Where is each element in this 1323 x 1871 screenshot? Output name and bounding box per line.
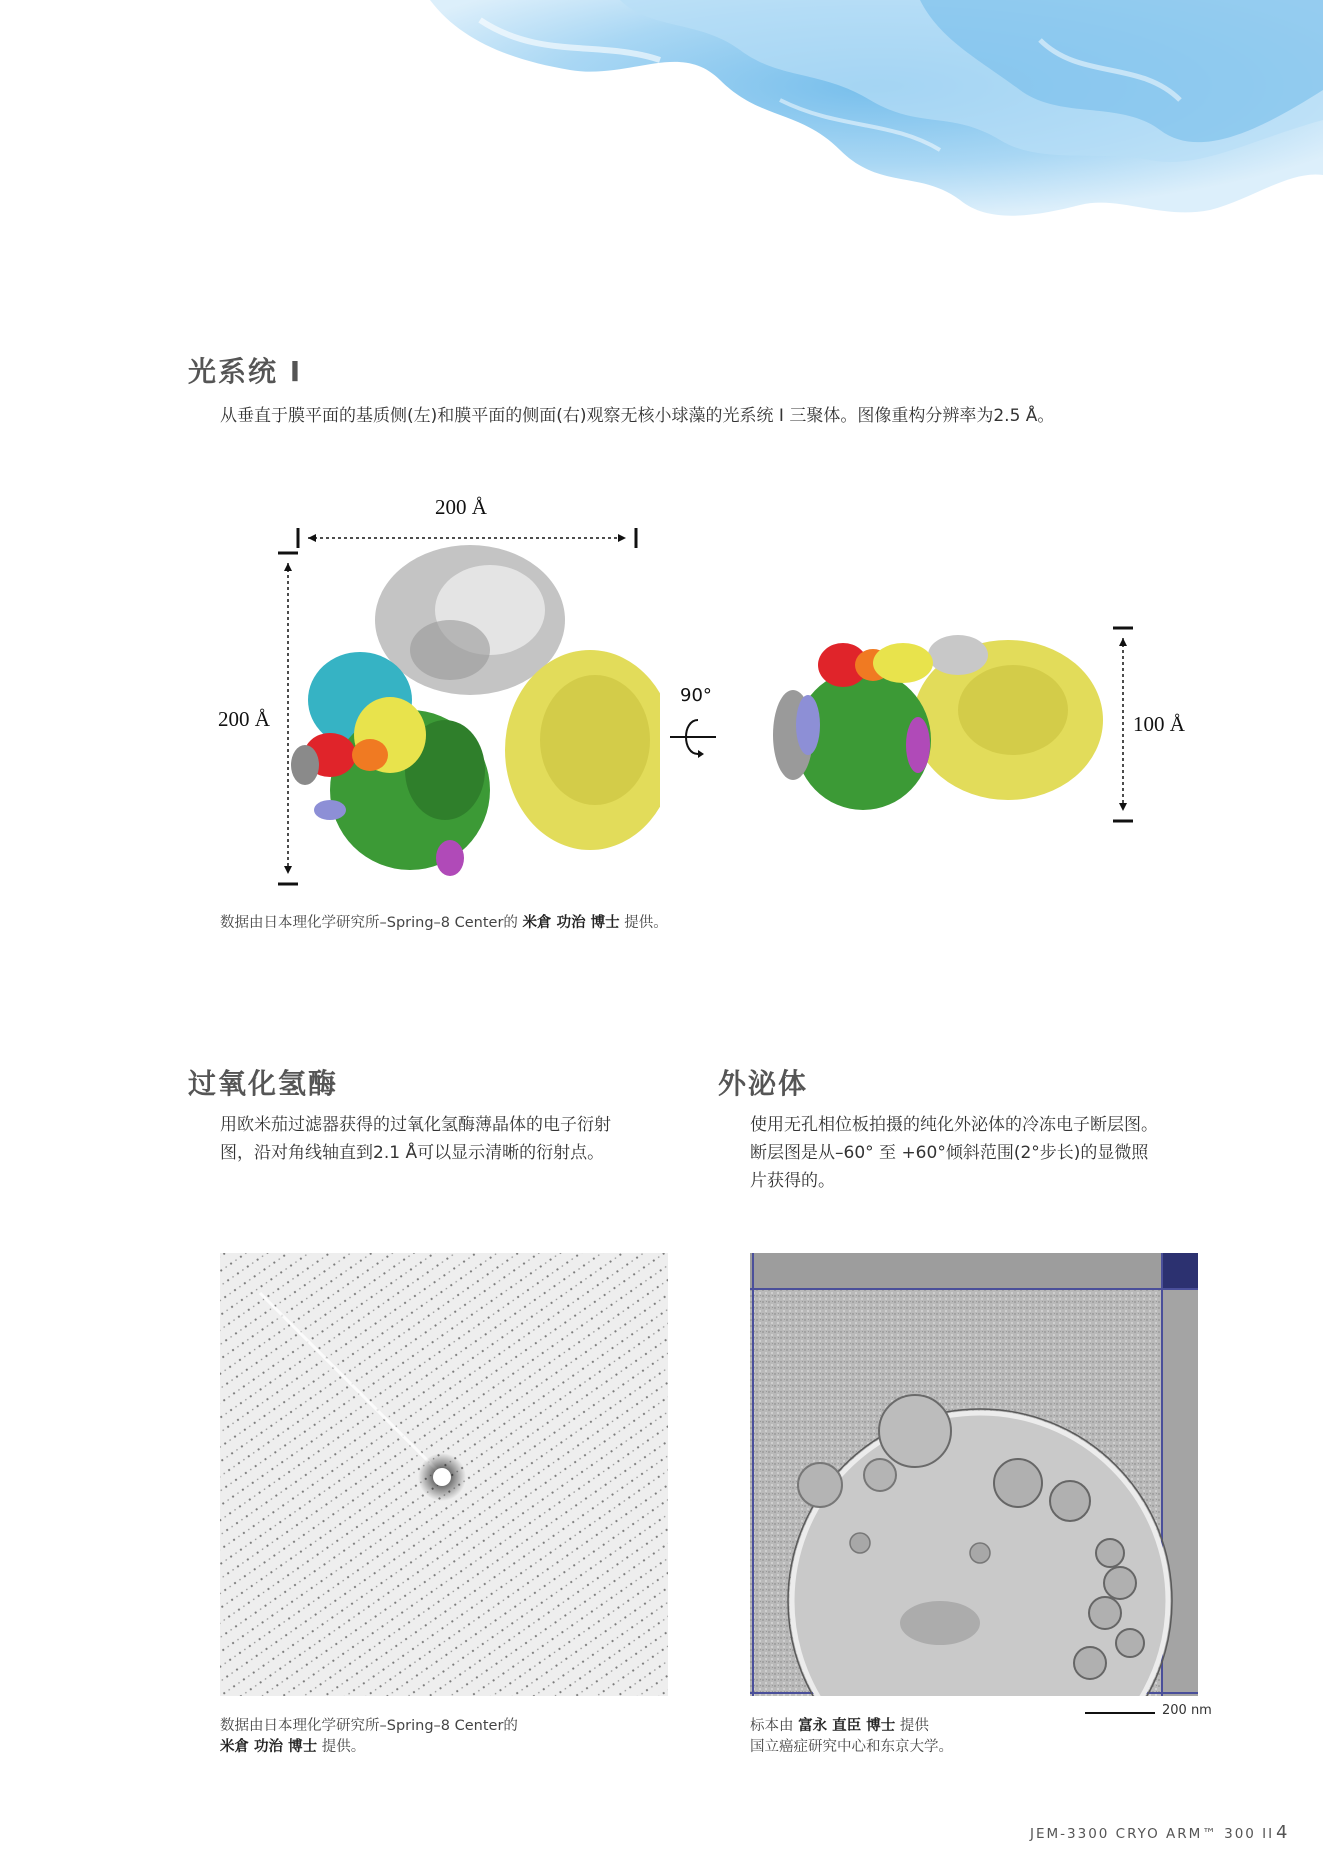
section-exosome-description [750, 1111, 1270, 1195]
scalebar-line [1085, 1712, 1155, 1714]
catalase-description-line1: 用欧米茄过滤器获得的过氧化氢酶薄晶体的电子衍射 [220, 1115, 611, 1135]
photosystem-side-view-figure [758, 625, 1138, 835]
catalase-credit [220, 1716, 518, 1758]
section-exosome-title: 外泌体 [718, 1067, 809, 1100]
catalase-credit-name: 米倉 功治 博士 [220, 1739, 318, 1755]
dimension-label-left: 200 Å [218, 707, 270, 731]
exosome-credit-prefix: 标本由 [750, 1718, 794, 1734]
photosystem-credit-prefix: 数据由日本理化学研究所–Spring–8 Center的 [220, 915, 518, 931]
exosome-description-line2: 断层图是从–60° 至 +60°倾斜范围(2°步长)的显微照 [750, 1143, 1149, 1163]
page-number: 4 [1276, 1822, 1288, 1843]
photosystem-credit [220, 913, 668, 934]
exosome-credit [750, 1716, 953, 1758]
photosystem-top-view-figure [200, 480, 660, 900]
exosome-description-line1: 使用无孔相位板拍摄的纯化外泌体的冷冻电子断层图。 [750, 1115, 1158, 1135]
exosome-tomogram-image [750, 1253, 1198, 1696]
dimension-label-top: 200 Å [435, 495, 487, 519]
exosome-credit-line2: 国立癌症研究中心和东京大学。 [750, 1739, 953, 1755]
catalase-diffraction-image [220, 1253, 668, 1696]
scalebar-label: 200 nm [1162, 1703, 1212, 1718]
exosome-description-line3: 片获得的。 [750, 1171, 835, 1191]
section-catalase-title: 过氧化氢酶 [188, 1067, 339, 1100]
exosome-credit-name: 富永 直臣 博士 [798, 1718, 896, 1734]
catalase-description-line2: 图，沿对角线轴直到2.1 Å可以显示清晰的衍射点。 [220, 1143, 605, 1163]
catalase-credit-line1: 数据由日本理化学研究所–Spring–8 Center的 [220, 1718, 518, 1734]
section-photosystem-title: 光系统 I [188, 355, 303, 388]
rotation-label: 90° [680, 685, 712, 706]
footer-product-name: JEM-3300 CRYO ARM™ 300 II [1030, 1826, 1275, 1842]
section-photosystem-description: 从垂直于膜平面的基质侧(左)和膜平面的侧面(右)观察无核小球藻的光系统 I 三聚体。图像重构分辨率为2.5 Å。 [220, 406, 1055, 426]
rotation-arrow-icon [668, 712, 718, 762]
dimension-label-right: 100 Å [1133, 712, 1185, 736]
header-cloud-image [420, 0, 1323, 250]
photosystem-credit-name: 米倉 功治 博士 [522, 915, 620, 931]
catalase-credit-suffix: 提供。 [321, 1739, 366, 1755]
exosome-credit-suffix: 提供 [899, 1718, 929, 1734]
photosystem-credit-suffix: 提供。 [624, 915, 668, 931]
section-catalase-description [220, 1111, 680, 1167]
